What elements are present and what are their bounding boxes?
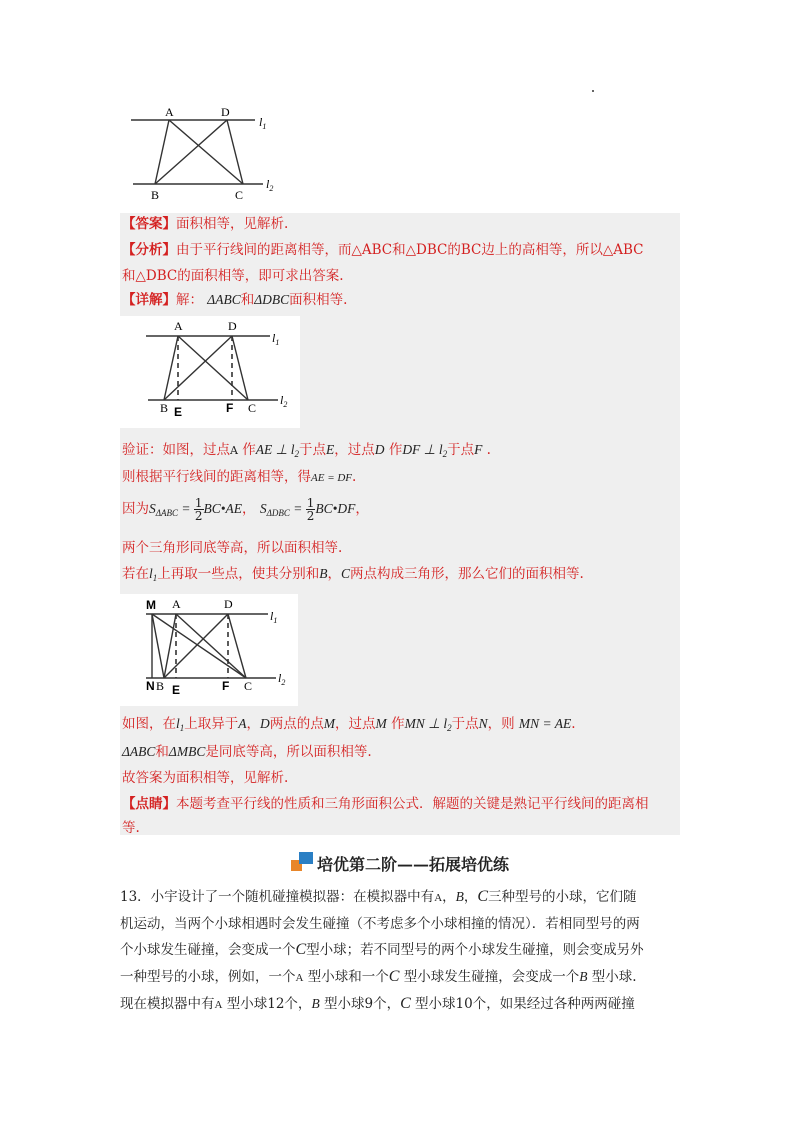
label-N: N <box>146 679 155 693</box>
label-A: A <box>165 105 174 119</box>
answer-line: 【答案】面积相等，见解析. <box>122 216 289 232</box>
two-triangles-line: 两个三角形同底等高，所以面积相等. <box>122 540 343 556</box>
label-M: M <box>146 598 156 612</box>
page-dot <box>592 90 594 92</box>
label-C: C <box>244 679 253 693</box>
parallel-lines-figure-3 <box>120 594 298 706</box>
label-l2: $l_2$ <box>278 671 286 687</box>
label-l1: $l_1$ <box>259 115 267 131</box>
label-l1: $l_1$ <box>270 609 278 625</box>
figure-text-line: 如图，在$l_1$上取异于A，D两点的点M，过点M 作MN ⊥ $l_2$于点N，则 MN = AE. <box>122 716 576 733</box>
conclusion-line: 故答案为面积相等，见解析. <box>122 770 289 786</box>
label-l2: $l_2$ <box>280 393 288 409</box>
label-E: E <box>172 683 181 697</box>
label-E: E <box>174 405 183 419</box>
label-D: D <box>221 105 230 119</box>
verify-line: 验证：如图，过点A 作AE ⊥ $l_2$于点E，过点D 作DF ⊥ $l_2$于点F . <box>122 442 491 459</box>
label-B: B <box>160 401 169 415</box>
label-A: A <box>174 319 183 333</box>
label-l2: $l_2$ <box>266 177 274 193</box>
label-D: D <box>224 597 233 611</box>
parallel-lines-figure-1 <box>125 104 285 202</box>
pick-points-line: 若在$l_1$上再取一些点，使其分别和B，C两点构成三角形，那么它们的面积相等. <box>122 566 584 583</box>
label-l1: $l_1$ <box>272 331 280 347</box>
label-B: B <box>156 679 165 693</box>
analysis-line-2: 和△DBC的面积相等，即可求出答案. <box>122 268 344 284</box>
problem-13-line-1: 13．小宇设计了一个随机碰撞模拟器：在模拟器中有A，B，C三种型号的小球，它们随 <box>120 888 637 905</box>
problem-13-line-5: 现在模拟器中有A 型小球12个，B 型小球9个，C 型小球10个，如果经过各种两两碰撞 <box>120 995 635 1012</box>
analysis-line-1: 【分析】由于平行线间的距离相等，而△ABC和△DBC的BC边上的高相等，所以△ABC <box>122 242 644 258</box>
label-B: B <box>151 188 160 202</box>
then-line: 则根据平行线间的距离相等，得AE = DF. <box>122 469 357 485</box>
label-D: D <box>228 319 237 333</box>
problem-13-line-3: 个小球发生碰撞，会变成一个C型小球；若不同型号的两个小球发生碰撞，则会变成另外 <box>120 941 644 958</box>
triangle-line: ΔABC和ΔMBC是同底等高，所以面积相等. <box>122 744 372 760</box>
because-line: 因为$S_{\Delta ABC}$ = $\frac{1}{2}$ BC•AE， $S_{\Delta DBC}$ = $\frac{1}{2}$ BC•DF， <box>122 496 369 523</box>
label-F: F <box>226 401 234 415</box>
label-F: F <box>222 679 230 693</box>
label-A: A <box>172 597 181 611</box>
label-C: C <box>235 188 244 202</box>
comment-line-2: 等. <box>122 820 140 836</box>
problem-13-line-2: 机运动，当两个小球相遇时会发生碰撞（不考虑多个小球相撞的情况）．若相同型号的两 <box>120 916 640 932</box>
section-heading: 培优第二阶——拓展培优练 <box>0 852 800 875</box>
parallel-lines-figure-2 <box>120 316 300 428</box>
comment-line-1: 【点睛】本题考查平行线的性质和三角形面积公式．解题的关键是熟记平行线间的距离相 <box>122 796 649 812</box>
label-C: C <box>248 401 257 415</box>
problem-13-line-4: 一种型号的小球，例如，一个A 型小球和一个C 型小球发生碰撞，会变成一个B 型小球. <box>120 968 637 985</box>
section-badge-icon <box>291 852 313 874</box>
detail-line: 【详解】解： ΔABC和ΔDBC面积相等. <box>122 292 348 308</box>
